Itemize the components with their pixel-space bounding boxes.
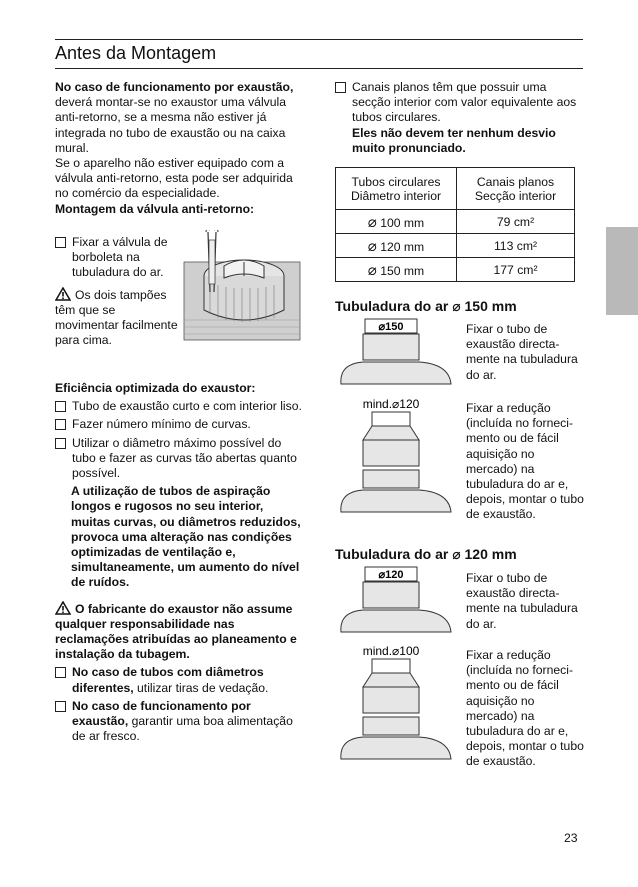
table-cell: ⌀ 150 mm (336, 258, 457, 282)
liability-warning: O fabricante do exaustor não assume qualquer responsabilidade nas reclamações atribuídas ao planeamento e instalação da tubagem. (55, 601, 297, 662)
flat-channels-item: Canais planos têm que possuir uma secção interior com valor equivalente aos tubos circulares. Eles não devem ter nenhum desvio muito pronunciado. (335, 80, 585, 156)
warning-icon (55, 601, 71, 615)
label-top-120: ⌀120 (378, 569, 404, 581)
table-cell: 177 cm² (457, 258, 575, 282)
checkbox-icon (55, 438, 66, 449)
efficiency-bold-note: A utilização de tubos de aspiração longos e rugosos no seu interior, muitas curvas, ou diâmetros reduzidos, provoca uma alteração nas condições optimizadas de ventilação e, simultaneamente, um aumento do nível de ruídos. (71, 484, 301, 590)
nozzle-120-direct-diagram (335, 566, 457, 634)
valve-heading: Montagem da válvula anti-retorno: (55, 201, 255, 216)
valve-item-1: Fixar a válvula de borboleta na tubuladura do ar. (55, 235, 180, 281)
page-number: 23 (564, 831, 578, 845)
table-cell: ⌀ 120 mm (336, 234, 457, 258)
table-header-cell: Tubos circulares Diâmetro interior (336, 168, 457, 210)
efficiency-item-2: Fazer número mínimo de curvas. (55, 417, 303, 432)
section-150-text-a: Fixar o tubo de exaustão directa-mente na tubuladura do ar. (466, 322, 578, 382)
efficiency-heading: Eficiência optimizada do exaustor: (55, 381, 256, 395)
valve-text-block (55, 232, 180, 348)
tip-item-2: No caso de funcionamento por exaustão, garantir uma boa alimentação de ar fresco. (55, 699, 303, 745)
table-cell: 113 cm² (457, 234, 575, 258)
efficiency-item-3: Utilizar o diâmetro máximo possível do tubo e fazer as curvas tão abertas quanto possível. (55, 436, 303, 482)
intro-bold: No caso de funcionamento por exaustão, (55, 80, 294, 94)
duct-size-table (335, 167, 575, 282)
header-rule-top (55, 39, 583, 40)
intro-rest: deverá montar-se no exaustor uma válvula anti-retorno, se a mesma não estiver já integrada no tubo de exaustão ou na caixa mural. (55, 95, 287, 155)
header-rule-bottom (55, 68, 583, 69)
page-title: Antes da Montagem (55, 43, 217, 63)
right-column-top (335, 80, 585, 156)
label-top-150: ⌀150 (378, 321, 404, 333)
left-column (55, 80, 303, 217)
section-120-heading: Tubuladura do ar ⌀ 120 mm (335, 546, 517, 562)
section-150-text-b: Fixar a redução (incluída no forneci-mento ou de fácil aquisição no mercado) na tubuladura do ar e, depois, montar o tubo de exaustão. (466, 401, 584, 522)
table-row (336, 258, 575, 282)
section-120-text-b: Fixar a redução (incluída no forneci-mento ou de fácil aquisição no mercado) na tubuladura do ar e, depois, montar o tubo de exaustão. (466, 648, 584, 769)
checkbox-icon (335, 82, 346, 93)
intro-paragraph (55, 80, 303, 156)
valve-illustration (180, 230, 302, 342)
checkbox-icon (55, 237, 66, 248)
section-tab-marker (606, 227, 638, 315)
table-header-cell: Canais planos Secção interior (457, 168, 575, 210)
table-cell: ⌀ 100 mm (336, 210, 457, 234)
efficiency-item-1: Tubo de exaustão curto e com interior liso. (55, 399, 303, 414)
warning-icon (55, 287, 71, 301)
table-row (336, 210, 575, 234)
table-row (336, 234, 575, 258)
nozzle-120-reducer-diagram (335, 643, 457, 761)
checkbox-icon (55, 401, 66, 412)
checkbox-icon (55, 667, 66, 678)
table-cell: 79 cm² (457, 210, 575, 234)
tip-item-1: No caso de tubos com diâmetros diferentes, utilizar tiras de vedação. (55, 665, 303, 695)
section-150-heading: Tubuladura do ar ⌀ 150 mm (335, 298, 517, 314)
label-min-150: mind.⌀120 (362, 397, 420, 411)
intro-paragraph-2: Se o aparelho não estiver equipado com a válvula anti-retorno, esta pode ser adquirida no comércio da especialidade. (55, 156, 293, 201)
valve-note: Os dois tampões têm que se movimentar facilmente para cima. (55, 287, 178, 348)
section-120-text-a: Fixar o tubo de exaustão directa-mente na tubuladura do ar. (466, 571, 578, 631)
nozzle-150-reducer-diagram (335, 396, 457, 514)
table-header-row (336, 168, 575, 210)
checkbox-icon (55, 701, 66, 712)
efficiency-section (55, 381, 303, 744)
label-min-120: mind.⌀100 (362, 644, 420, 658)
checkbox-icon (55, 419, 66, 430)
nozzle-150-direct-diagram (335, 318, 457, 386)
